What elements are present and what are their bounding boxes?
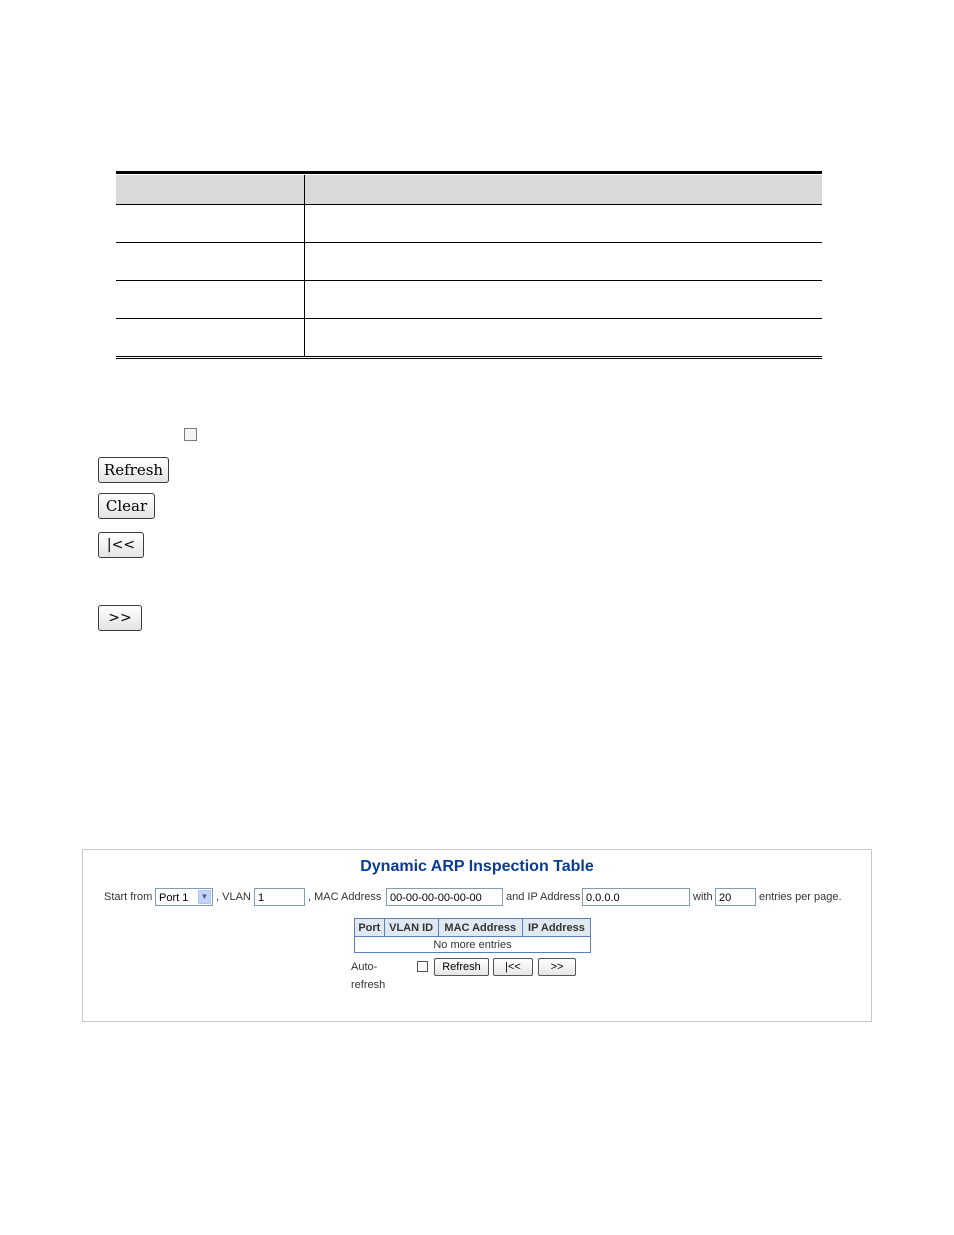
with-label: with <box>693 891 713 903</box>
next-page-button[interactable]: >> <box>538 958 576 976</box>
table-header-row <box>116 175 822 204</box>
panel-title: Dynamic ARP Inspection Table <box>360 858 594 875</box>
chevron-down-icon: ▼ <box>198 890 211 904</box>
column-header-ip-address: IP Address <box>522 919 590 937</box>
table-row-divider <box>116 280 822 281</box>
table-header <box>355 919 591 937</box>
column-header-port: Port <box>355 919 385 937</box>
description-table <box>116 171 822 359</box>
vlan-input[interactable]: 1 <box>254 888 305 906</box>
table-row-divider <box>116 242 822 243</box>
ip-address-label: and IP Address <box>506 891 581 903</box>
arp-inspection-table <box>354 918 591 953</box>
column-header-vlan-id: VLAN ID <box>384 919 438 937</box>
mac-address-label: , MAC Address <box>308 891 382 903</box>
first-page-button[interactable]: |<< <box>493 958 533 976</box>
auto-refresh-checkbox-sample[interactable] <box>184 428 197 441</box>
no-entries-text: No more entries <box>355 937 591 953</box>
table-column-divider <box>304 175 305 356</box>
refresh-button[interactable]: Refresh <box>434 958 489 976</box>
mac-address-input[interactable]: 00-00-00-00-00-00 <box>386 888 503 906</box>
table-row <box>355 937 591 953</box>
auto-refresh-label: Auto-refresh <box>351 961 386 991</box>
table-row-divider <box>116 318 822 319</box>
vlan-label: , VLAN <box>216 891 251 903</box>
port-select[interactable] <box>155 888 213 906</box>
column-header-mac-address: MAC Address <box>438 919 522 937</box>
table-top-rule <box>116 171 822 174</box>
next-page-button-sample[interactable]: >> <box>98 605 142 631</box>
first-page-button-sample[interactable]: |<< <box>98 532 144 558</box>
refresh-button-sample[interactable]: Refresh <box>98 457 169 483</box>
auto-refresh-checkbox[interactable] <box>417 961 428 972</box>
clear-button-sample[interactable]: Clear <box>98 493 155 519</box>
entries-per-page-label: entries per page. <box>759 891 842 903</box>
port-select-value: Port 1 <box>159 892 189 904</box>
entries-per-page-input[interactable]: 20 <box>715 888 756 906</box>
dynamic-arp-inspection-panel <box>82 849 872 1022</box>
table-bottom-rule <box>116 356 822 359</box>
start-from-label: Start from <box>104 891 153 903</box>
table-row-divider <box>116 204 822 205</box>
ip-address-input[interactable]: 0.0.0.0 <box>582 888 690 906</box>
